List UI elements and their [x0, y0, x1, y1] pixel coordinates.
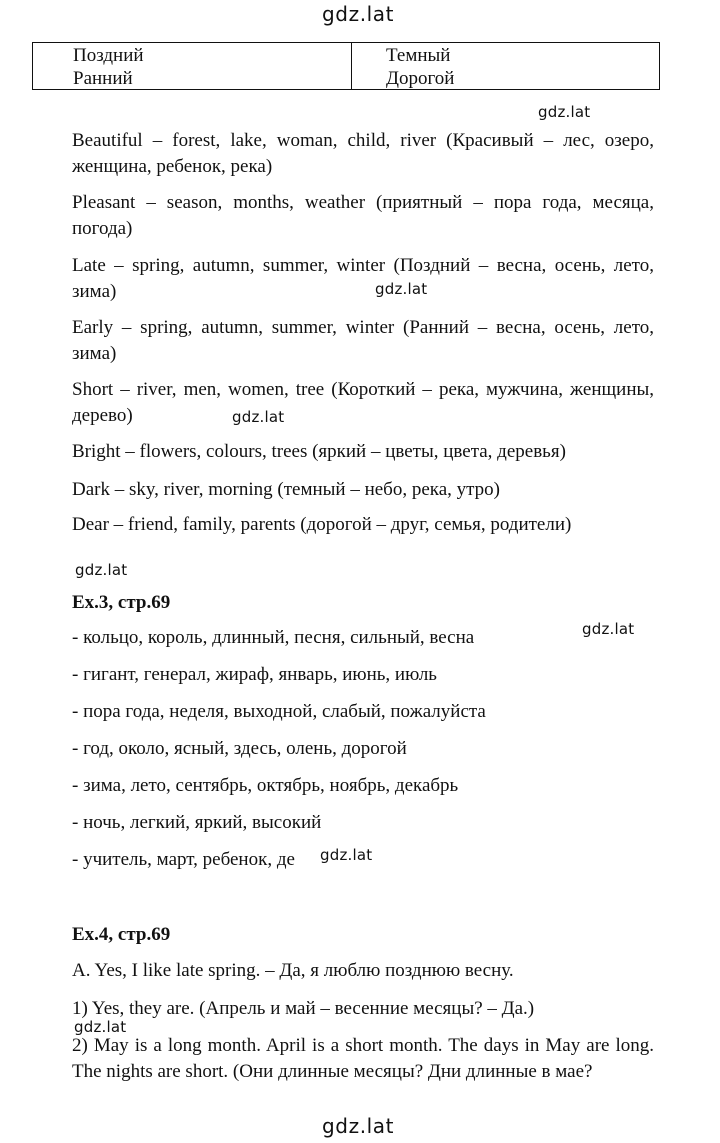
- watermark-5: gdz.lat: [582, 620, 635, 638]
- ex4-item-1: 1) Yes, they are. (Апрель и май – весенние месяцы? – Да.): [72, 998, 535, 1019]
- ex3-line-7: - учитель, март, ребенок, де: [72, 849, 295, 870]
- ex3-line-3: - пора года, неделя, выходной, слабый, пожалуйста: [72, 701, 486, 722]
- watermark-3: gdz.lat: [232, 408, 285, 426]
- table-cell-left: [33, 43, 352, 89]
- ex3-heading: Ex.3, стр.69: [72, 592, 171, 613]
- table-right-row-1: Темный: [386, 45, 451, 66]
- word-pair-early: Early – spring, autumn, summer, winter (Ранний – весна, осень, лето, зима): [72, 317, 654, 364]
- watermark-7: gdz.lat: [74, 1018, 127, 1036]
- word-pair-dark: Dark – sky, river, morning (темный – небо, река, утро): [72, 479, 501, 500]
- watermark-2: gdz.lat: [375, 280, 428, 298]
- word-pair-beautiful: Beautiful – forest, lake, woman, child, river (Красивый – лес, озеро, женщина, ребенок, река): [72, 130, 654, 177]
- word-pair-pleasant: Pleasant – season, months, weather (приятный – пора года, месяца, погода): [72, 192, 654, 239]
- word-pair-bright: Bright – flowers, colours, trees (яркий – цветы, цвета, деревья): [72, 441, 566, 462]
- ex4-heading: Ex.4, стр.69: [72, 924, 171, 945]
- ex4-answer-a: A. Yes, I like late spring. – Да, я люблю позднюю весну.: [72, 960, 514, 981]
- adjective-table: [32, 42, 660, 90]
- watermark-1: gdz.lat: [538, 103, 591, 121]
- watermark-bottom: gdz.lat: [322, 1114, 395, 1138]
- ex3-line-6: - ночь, легкий, яркий, высокий: [72, 812, 322, 833]
- table-right-row-2: Дорогой: [386, 68, 455, 89]
- table-left-row-1: Поздний: [73, 45, 144, 66]
- watermark-top: gdz.lat: [322, 2, 395, 26]
- word-pair-late: Late – spring, autumn, summer, winter (Поздний – весна, осень, лето, зима): [72, 255, 654, 302]
- ex4-item-2: 2) May is a long month. April is a short month. The days in May are long. The nights are short. (Они длинные месяцы? Дни длинные в мае?: [72, 1035, 654, 1082]
- watermark-6: gdz.lat: [320, 846, 373, 864]
- table-cell-right: [352, 43, 659, 89]
- ex3-line-1: - кольцо, король, длинный, песня, сильный, весна: [72, 627, 475, 648]
- watermark-4: gdz.lat: [75, 561, 128, 579]
- ex3-line-5: - зима, лето, сентябрь, октябрь, ноябрь, декабрь: [72, 775, 459, 796]
- ex3-line-4: - год, около, ясный, здесь, олень, дорогой: [72, 738, 407, 759]
- word-pair-short: Short – river, men, women, tree (Короткий – река, мужчина, женщины, дерево): [72, 379, 654, 426]
- ex3-line-2: - гигант, генерал, жираф, январь, июнь, июль: [72, 664, 437, 685]
- table-left-row-2: Ранний: [73, 68, 133, 89]
- word-pair-dear: Dear – friend, family, parents (дорогой – друг, семья, родители): [72, 514, 572, 535]
